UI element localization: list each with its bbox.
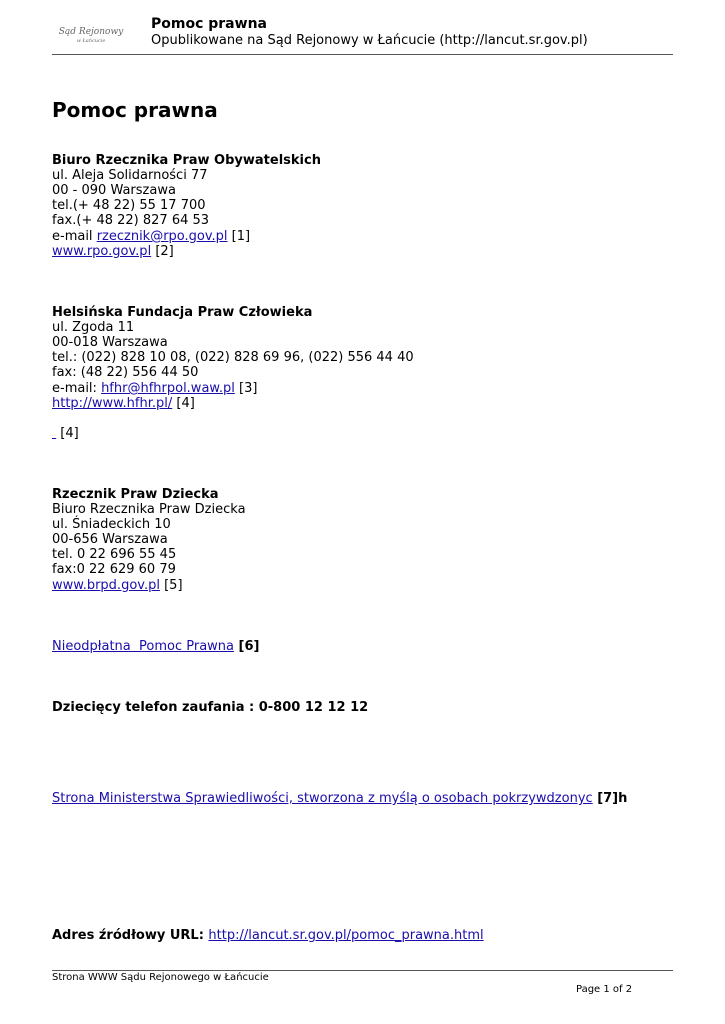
rpo-www-ref: [2] [151, 244, 174, 259]
hfhr-email-line [52, 381, 257, 396]
rpd-www-line [52, 578, 183, 593]
header-title: Pomoc prawna [151, 16, 267, 32]
rpo-name: Biuro Rzecznika Praw Obywatelskich [52, 153, 321, 168]
hfhr-email-ref: [3] [234, 381, 258, 396]
rpo-street: ul. Aleja Solidarności 77 [52, 168, 208, 183]
hfhr-tel: tel.: (022) 828 10 08, (022) 828 69 96, (022) 556 44 40 [52, 350, 414, 365]
hfhr-www-ref: [4] [172, 396, 195, 411]
source-url-link[interactable]: http://lancut.sr.gov.pl/pomoc_prawna.html [208, 928, 484, 943]
footer-page-number: Page 1 of 2 [576, 984, 633, 995]
rpo-email-line [52, 229, 250, 244]
hfhr-name: Helsińska Fundacja Praw Człowieka [52, 305, 313, 320]
rpd-www-link[interactable]: www.brpd.gov.pl [52, 578, 160, 593]
rpd-name: Rzecznik Praw Dziecka [52, 487, 219, 502]
source-line [52, 928, 484, 943]
hfhr-www-line [52, 396, 195, 411]
hfhr-www-link[interactable]: http://www.hfhr.pl/ [52, 396, 173, 411]
rpd-www-ref: [5] [159, 578, 183, 593]
rpo-fax: fax.(+ 48 22) 827 64 53 [52, 213, 210, 228]
child-phone: Dziecięcy telefon zaufania : 0-800 12 12 12 [52, 700, 369, 715]
hfhr-city: 00-018 Warszawa [52, 335, 168, 350]
rpd-city: 00-656 Warszawa [52, 532, 168, 547]
hfhr-email-label: e-mail: [52, 381, 102, 396]
free-help-line [52, 639, 259, 654]
hfhr-extra-line [52, 426, 79, 441]
rpd-street: ul. Śniadeckich 10 [52, 517, 171, 532]
free-help-link[interactable]: Nieodpłatna Pomoc Prawna [52, 639, 235, 654]
page-title: Pomoc prawna [52, 98, 218, 122]
rpo-email-link[interactable]: rzecznik@rpo.gov.pl [96, 229, 228, 244]
hfhr-email-link[interactable]: hfhr@hfhrpol.waw.pl [101, 381, 235, 396]
rpo-city: 00 - 090 Warszawa [52, 183, 176, 198]
rpd-fax: fax:0 22 629 60 79 [52, 562, 176, 577]
ministry-ref: [7]h [592, 791, 628, 806]
footer-site-name: Strona WWW Sądu Rejonowego w Łańcucie [52, 972, 269, 983]
logo-text: Sąd Rejonowy [58, 27, 124, 37]
footer-divider [52, 970, 673, 971]
hfhr-fax: fax: (48 22) 556 44 50 [52, 365, 199, 380]
header-published: Opublikowane na Sąd Rejonowy w Łańcucie (http://lancut.sr.gov.pl) [151, 33, 588, 48]
header-divider [52, 54, 673, 55]
logo-subtext: w Łańcucie [76, 38, 106, 44]
court-logo [52, 27, 130, 51]
ministry-line [52, 791, 627, 806]
rpo-email-label: e-mail [52, 229, 97, 244]
hfhr-street: ul. Zgoda 11 [52, 320, 135, 335]
rpo-tel: tel.(+ 48 22) 55 17 700 [52, 198, 206, 213]
rpo-www-line [52, 244, 174, 259]
free-help-ref: [6] [234, 639, 260, 654]
rpd-tel: tel. 0 22 696 55 45 [52, 547, 177, 562]
hfhr-extra-ref: [4] [56, 426, 79, 441]
source-label: Adres źródłowy URL: [52, 928, 209, 943]
rpo-email-ref: [1] [227, 229, 251, 244]
rpd-office: Biuro Rzecznika Praw Dziecka [52, 502, 246, 517]
ministry-link[interactable]: Strona Ministerstwa Sprawiedliwości, stworzona z myślą o osobach pokrzywdzonyc [52, 791, 593, 806]
rpo-www-link[interactable]: www.rpo.gov.pl [52, 244, 152, 259]
